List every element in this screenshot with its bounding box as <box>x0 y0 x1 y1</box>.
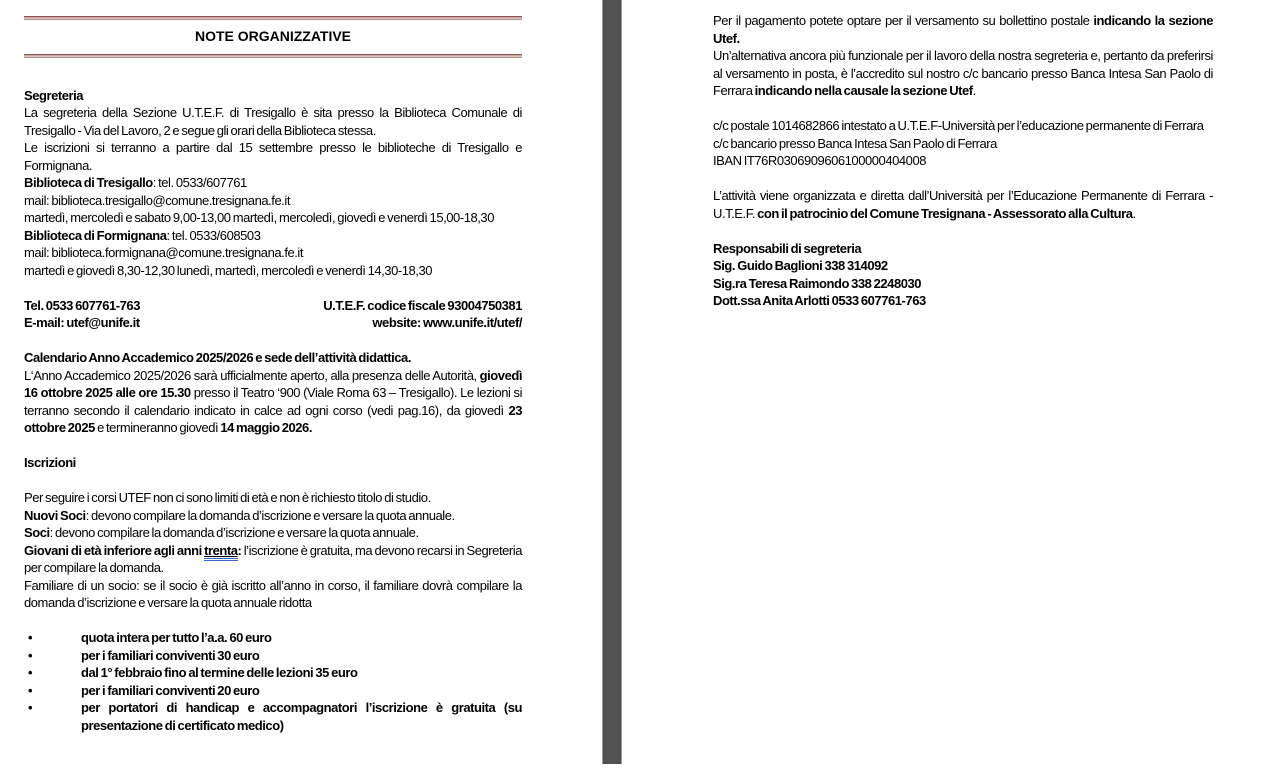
paragraph <box>24 349 522 367</box>
paragraph <box>24 262 522 280</box>
text-run: quota intera per tutto l’a.a. 60 euro <box>81 630 272 645</box>
blank-line <box>24 332 522 350</box>
bullet-icon: • <box>28 665 33 680</box>
spellchecked-underlined-word: trenta <box>204 543 237 561</box>
text-run: Per il pagamento potete optare per il versamento su bollettino postale <box>713 13 1094 28</box>
bullet-list <box>24 629 522 734</box>
right-cell <box>323 297 522 315</box>
text-run: martedì, mercoledì e sabato 9,00-13,00 martedì, mercoledì, giovedì e venerdì 15,00-18,30 <box>24 210 494 225</box>
text-run: c/c bancario presso Banca Intesa San Paolo di Ferrara <box>713 135 997 151</box>
two-column-line <box>24 297 522 315</box>
paragraph <box>713 257 1213 275</box>
text-run: Nuovi Soci <box>24 507 86 523</box>
paragraph <box>713 275 1213 293</box>
bullet-icon: • <box>28 647 33 663</box>
text-run: Segreteria <box>24 87 84 103</box>
text-run: . <box>1132 205 1136 221</box>
text-run: Giovani di età inferiore agli anni <box>24 542 205 558</box>
text-run: mail: biblioteca.formignana@comune.tresignana.fe.it <box>24 245 304 260</box>
text-run: martedì e giovedì 8,30-12,30 lunedì, martedì, mercoledì e venerdì 14,30-18,30 <box>24 262 433 278</box>
text-run: Sig. Guido Baglioni 338 314092 <box>713 258 888 273</box>
paragraph <box>24 104 522 139</box>
bullet-text <box>81 647 522 665</box>
text-run: : devono compilare la domanda d’iscrizione e versare la quota annuale. <box>49 525 419 540</box>
text-run: per i familiari conviventi 20 euro <box>81 682 260 698</box>
paragraph <box>24 87 522 105</box>
text-run: indicando la sezione Utef. <box>713 13 1214 46</box>
text-run: Per seguire i corsi UTEF non ci sono limiti di età e non è richiesto titolo di studio. <box>24 490 431 505</box>
page-gap-bar <box>602 0 622 764</box>
paragraph <box>24 174 522 192</box>
bullet-item <box>24 682 522 700</box>
text-run: per i familiari conviventi 30 euro <box>81 647 260 663</box>
paragraph <box>24 192 522 210</box>
text-run: per portatori di handicap e accompagnatori l’iscrizione è gratuita (su presentazione di certificato medico) <box>81 700 522 733</box>
left-page-column <box>24 16 522 734</box>
paragraph <box>713 47 1213 100</box>
text-run: . <box>972 83 976 98</box>
paragraph <box>24 227 522 245</box>
bullet-item <box>24 647 522 665</box>
page-left <box>0 0 602 770</box>
text-run: website: www.unife.it/utef/ <box>372 315 522 330</box>
text-run: : devono compilare la domanda d’iscrizione e versare la quota annuale. <box>85 507 455 523</box>
text-run: Biblioteca di Tresigallo <box>24 175 153 190</box>
right-page-content <box>713 12 1213 310</box>
bullet-text <box>81 664 522 682</box>
paragraph <box>24 524 522 542</box>
text-run: Calendario Anno Accademico 2025/2026 e sede dell’attività didattica. <box>24 350 411 365</box>
text-run: Le iscrizioni si terranno a partire dal 15 settembre presso le biblioteche di Tresigallo e Formignana. <box>24 140 522 173</box>
bullet-text <box>81 629 522 647</box>
bullet-item <box>24 664 522 682</box>
paragraph <box>24 139 522 174</box>
paragraph <box>713 240 1213 258</box>
bullet-icon: • <box>28 682 33 698</box>
blank-line <box>713 170 1213 188</box>
text-run: c/c postale 1014682866 intestato a U.T.E.F-Università per l’educazione permanente di Ferrara <box>713 118 1204 133</box>
bullet-text <box>81 699 522 734</box>
paragraph <box>713 187 1213 222</box>
paragraph <box>713 117 1213 135</box>
text-run: indicando nella causale la sezione Utef <box>754 83 973 98</box>
text-run: Biblioteca di Formignana <box>24 227 167 243</box>
paragraph <box>713 135 1213 153</box>
text-run: giovedì 16 ottobre 2025 alle ore 15.30 <box>24 367 522 400</box>
right-cell <box>372 314 522 332</box>
bullet-item <box>24 629 522 647</box>
text-run: Familiare di un socio: se il socio è già iscritto all’anno in corso, il familiare dovrà compilare la domanda d’iscrizione e versare la quota annuale ridotta <box>24 577 522 610</box>
text-run: mail: biblioteca.tresigallo@comune.tresignana.fe.it <box>24 192 291 208</box>
blank-line <box>24 472 522 490</box>
text-run: Un’alternativa ancora più funzionale per il lavoro della nostra segreteria e, pertanto da preferirsi al versamento in posta, è l’accredito sul nostro c/c bancario presso Banca Intesa San Paolo di Ferrara <box>713 48 1213 98</box>
paragraph <box>24 489 522 507</box>
paragraph <box>24 542 522 577</box>
text-run: dal 1° febbraio fino al termine delle lezioni 35 euro <box>81 665 358 680</box>
paragraph <box>713 292 1213 310</box>
text-run: U.T.E.F. codice fiscale 93004750381 <box>323 297 522 313</box>
section-title: NOTE ORGANIZZATIVE <box>194 28 352 44</box>
text-run: L‘Anno Accademico 2025/2026 sarà ufficialmente aperto, alla presenza delle Autorità, <box>24 367 480 383</box>
paragraph <box>24 577 522 612</box>
bullet-text <box>81 682 522 700</box>
text-run: : tel. 0533/607761 <box>152 175 247 190</box>
text-run: l’iscrizione è gratuita, ma devono recarsi in Segreteria per compilare la domanda. <box>24 542 522 575</box>
blank-line <box>24 279 522 297</box>
bullet-item <box>24 699 522 734</box>
left-cell <box>24 297 140 315</box>
paragraph <box>24 507 522 525</box>
text-run: 23 ottobre 2025 <box>24 402 522 435</box>
text-run: presso il Teatro ‘900 (Viale Roma 63 – Tresigallo). Le lezioni si terranno secondo il calendario indicato in calce ad ogni corso (vedi pag.16), da giovedì <box>24 385 523 418</box>
text-run: L’attività viene organizzata e diretta dall’Università per l’Educazione Permanente di Ferrara - U.T.E.F. <box>713 188 1213 221</box>
right-page-column <box>713 0 1213 310</box>
left-page-content <box>24 87 522 735</box>
paragraph <box>24 367 522 437</box>
two-column-line <box>24 314 522 332</box>
blank-line <box>713 222 1213 240</box>
paragraph <box>24 244 522 262</box>
paragraph <box>24 209 522 227</box>
text-run: 14 maggio 2026. <box>220 420 313 435</box>
blank-line <box>24 437 522 455</box>
text-run: E-mail: utef@unife.it <box>24 315 140 330</box>
text-run: Responsabili di segreteria <box>713 240 862 256</box>
paragraph <box>713 152 1213 170</box>
bullet-icon: • <box>28 700 33 715</box>
text-run: Iscrizioni <box>24 455 76 470</box>
blank-line <box>24 612 522 630</box>
text-run: con il patrocinio del Comune Tresignana - Assessorato alla Cultura <box>757 205 1133 221</box>
text-run: Tel. 0533 607761-763 <box>24 297 140 313</box>
text-run: Sig.ra Teresa Raimondo 338 2248030 <box>713 275 922 291</box>
text-run: : tel. 0533/608503 <box>166 227 261 243</box>
text-run: La segreteria della Sezione U.T.E.F. di Tresigallo è sita presso la Biblioteca Comunale di Tresigallo - Via del Lavoro, 2 e segue gli orari della Biblioteca stessa. <box>24 105 522 138</box>
text-run: Dott.ssa Anita Arlotti 0533 607761-763 <box>713 293 926 308</box>
text-run: IBAN IT76R0306909606100000404008 <box>713 153 927 168</box>
title-box <box>24 16 522 58</box>
paragraph <box>713 12 1213 47</box>
blank-line <box>713 100 1213 118</box>
bullet-icon: • <box>28 630 33 645</box>
text-run: : <box>237 542 242 558</box>
text-run: Soci <box>24 525 50 540</box>
text-run: e termineranno giovedì <box>94 420 221 435</box>
title-spacing <box>24 58 522 87</box>
left-cell <box>24 314 140 332</box>
paragraph <box>24 454 522 472</box>
page-right <box>622 0 1261 770</box>
